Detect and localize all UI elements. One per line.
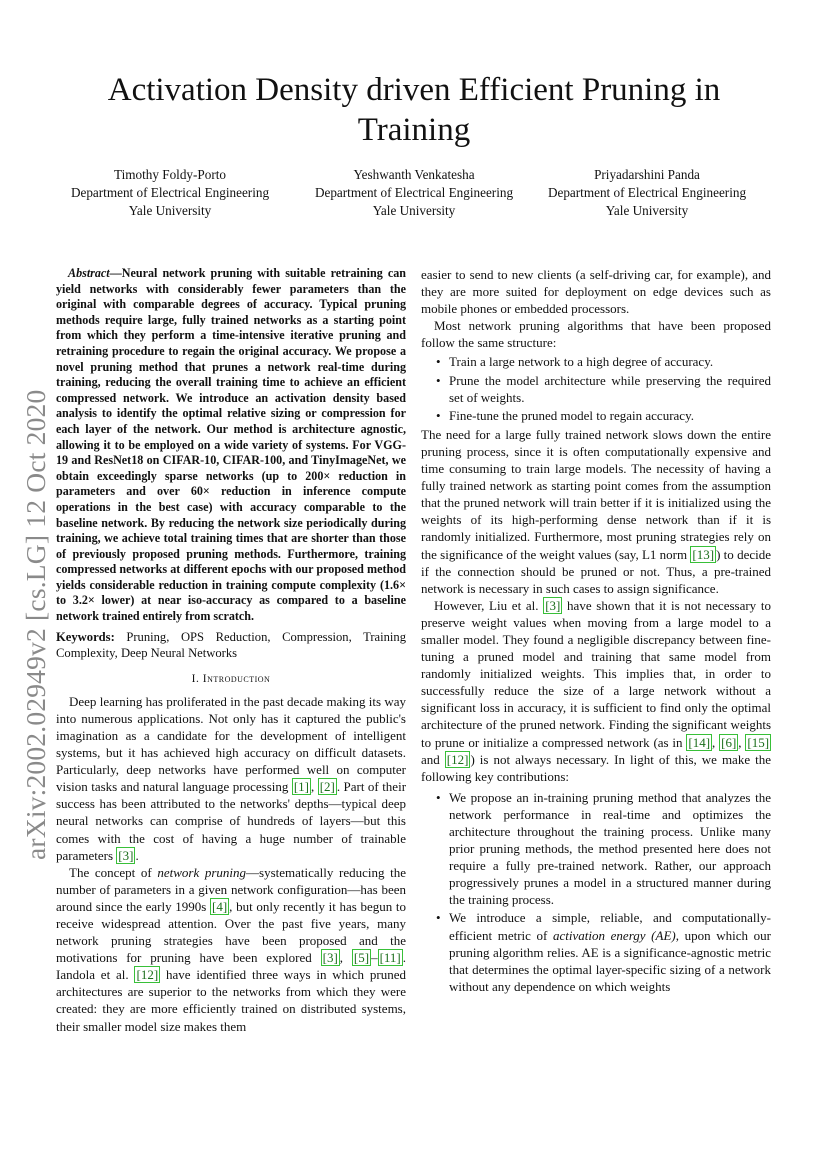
citation-link[interactable]: [15] (747, 734, 770, 750)
author-univ: Yale University (128, 203, 212, 218)
author-name: Timothy Foldy-Porto (113, 167, 226, 182)
abstract (56, 266, 406, 625)
author-name: Priyadarshini Panda (594, 167, 700, 182)
list-item: • We propose an in-training pruning method that analyzes the network performance in real-time and optimizes the architecture throughout the training process. Unlike many prior pruning methods, the method presented here does not require a fully pre-trained network. Rather, our approach progressively prunes a model in a structured manner during the training process. (449, 789, 771, 909)
arxiv-stamp: arXiv:2002.02949v2 [cs.LG] 12 Oct 2020 (20, 389, 51, 860)
left-column (56, 266, 406, 1035)
right-paragraph-4: However, Liu et al. [3] have shown that it is not necessary to preserve weight values when moving from a large model to a smaller model. They found a negligible discrepancy between fine-tuning a pruned model and training that same model from randomly initialized weights. This implies that, in order to successfully reduce the size of a large network without a significant loss in accuracy, it is sufficient to find only the optimal architecture of the pruned network. Finding the significant weights to prune or initialize a compressed network (as in [14] , [6] , [15] and [12] ) is not always necessary. In light of this, we make the following key contributions: (421, 597, 771, 784)
author-univ: Yale University (372, 203, 456, 218)
author-name: Yeshwanth Venkatesha (353, 167, 475, 182)
right-paragraph-3: The need for a large fully trained network slows down the entire pruning process, since it is often computationally expensive and time consuming to train large models. The necessity of having a fully trained network as starting point comes from the assumption that the pruned network will train better if it is initialized using the weights of its high-performing dense network than if it is randomly initialized. Furthermore, most pruning strategies rely on the significance of the weight values (say, L1 norm [13] ) to decide if the connection should be pruned or not. Thus, a pre-trained network is necessary in such cases to assign significance. (421, 426, 771, 596)
right-paragraph-1: easier to send to new clients (a self-driving car, for example), and they are more suited for deployment on edge devices such as mobile phones or embedded processors. (421, 267, 771, 317)
author-3 (532, 166, 762, 220)
citation-link[interactable]: [13] (692, 546, 715, 562)
structure-list (421, 353, 771, 423)
abstract-text: —Neural network pruning with suitable retraining can yield networks with considerably fewer parameters than the original with comparable degrees of accuracy. Typical pruning methods require large, fully trained networks as a starting point from which they perform a time-intensive iterative pruning and retraining procedure to regain the original accuracy. We propose a novel pruning method that prunes a network real-time during training, reducing the overall training time to achieve an efficient compressed network. We introduce an activation density based analysis to identify the optimal relative sizing or compression for each layer of the network. Our method is architecture agnostic, allowing it to be employed on a wide variety of systems. For VGG-19 and ResNet18 on CIFAR-10, CIFAR-100, and TinyImageNet, we obtain exceedingly sparse networks (up to 200× reduction in parameters and over 60× reduction in inference compute operations in the best case) with accuracy comparable to the baseline network. By reducing the network size periodically during training, we achieve total training times that are shorter than those of previously proposed pruning methods. Furthermore, training compressed networks at different epochs with our proposed method yields considerable reduction in training compute complexity (1.6× to 3.2× lower) at near iso-accuracy as compared to a baseline network trained entirely from scratch. (56, 266, 406, 624)
citation-link[interactable]: [14] (688, 734, 711, 750)
right-column (421, 266, 771, 997)
intro-paragraph-1: Deep learning has proliferated in the past decade making its way into numerous applications. Not only has it captured the public's imagination as a candidate for the development of intelligent systems, but it has achieved high accuracy on difficult datasets. Particularly, deep networks have performed well on computer vision tasks and natural language processing [1] , [2] . Part of their success has been attributed to the networks' depths—typical deep neural networks can comprise of hundreds of layers—but this comes with the cost of having a huge number of trainable parameters [3] . (56, 693, 407, 863)
citation-link[interactable]: [3] (322, 950, 338, 966)
keywords-label: Keywords: (56, 629, 115, 644)
author-dept: Department of Electrical Engineering (314, 185, 514, 200)
keywords-text: Pruning, OPS Reduction, Compression, Training Complexity, Deep Neural Networks (56, 629, 406, 660)
citation-link[interactable]: [5] (353, 950, 370, 966)
citation-link[interactable]: [3] (118, 847, 134, 863)
list-item: • We introduce a simple, reliable, and computationally-efficient metric of activation energy (AE), upon which our pruning algorithm relies. AE is a significance-agnostic metric that determines the optimal layer-specific sizing of a network without any dependence on which weights (449, 909, 771, 994)
citation-link[interactable]: [2] (319, 779, 335, 795)
list-item: • Train a large network to a high degree of accuracy. (449, 353, 771, 370)
citation-link[interactable]: [1] (293, 779, 309, 795)
section-heading: I. Introduction (191, 672, 271, 685)
author-dept: Department of Electrical Engineering (547, 185, 747, 200)
author-dept: Department of Electrical Engineering (70, 185, 270, 200)
author-2 (299, 166, 529, 220)
author-univ: Yale University (605, 203, 689, 218)
intro-paragraph-2: The concept of network pruning—systematically reducing the number of parameters in a given network configuration—has been around since the early 1990s [4] , but only recently it has begun to receive widespread attention. Over the past five years, many network pruning strategies have been proposed and the motivations for pruning have been explored [3] , [5] – [11] . Iandola et al. [12] have identified three ways in which pruned architectures are superior to the networks from which they were created: they are more efficiently trained on distributed systems, their smaller model size makes them (56, 864, 407, 1034)
citation-link[interactable]: [11] (379, 950, 401, 966)
list-item: • Fine-tune the pruned model to regain accuracy. (449, 407, 771, 424)
citation-link[interactable]: [12] (136, 967, 159, 983)
citation-link[interactable]: [6] (721, 734, 737, 750)
author-1 (55, 166, 285, 220)
keywords (56, 629, 406, 661)
abstract-label: Abstract (68, 266, 110, 280)
contributions-list (421, 789, 771, 995)
list-item: • Prune the model architecture while preserving the required set of weights. (449, 372, 771, 406)
right-paragraph-2: Most network pruning algorithms that have been proposed follow the same structure: (421, 318, 771, 351)
citation-link[interactable]: [3] (545, 597, 561, 613)
citation-link[interactable]: [4] (212, 898, 228, 914)
paper-title: Activation Density driven Efficient Pruning in Training (107, 72, 721, 148)
citation-link[interactable]: [12] (446, 751, 469, 767)
